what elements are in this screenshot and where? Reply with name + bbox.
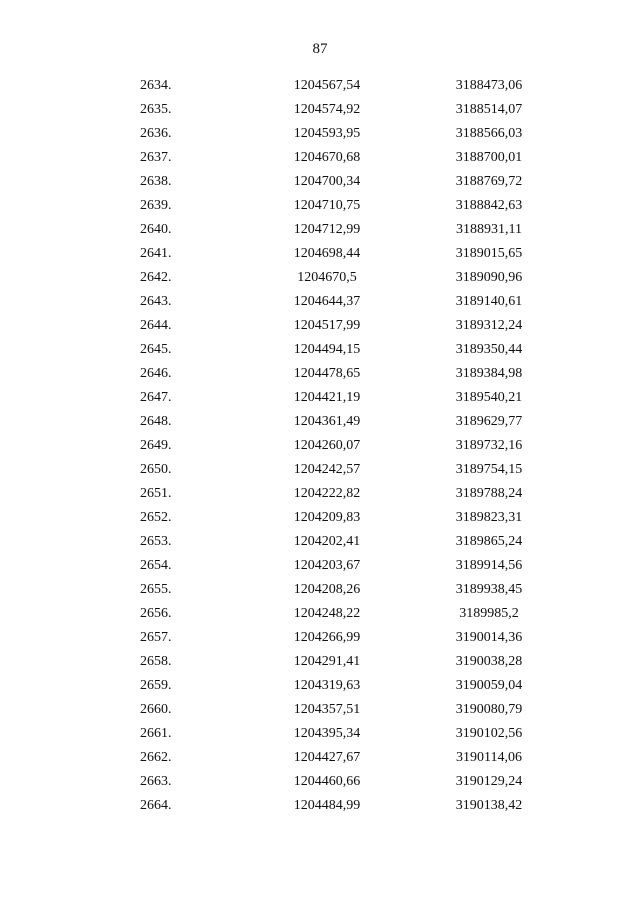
table-row <box>0 338 640 362</box>
y-coordinate: 3189540,21 <box>455 390 523 405</box>
point-number: 2656. <box>140 606 172 621</box>
y-coordinate: 3190038,28 <box>455 654 523 669</box>
y-coordinate: 3190138,42 <box>455 798 523 813</box>
x-coordinate: 1204266,99 <box>293 630 361 645</box>
x-coordinate: 1204460,66 <box>293 774 361 789</box>
table-row <box>0 650 640 674</box>
point-number: 2642. <box>140 270 172 285</box>
point-number: 2650. <box>140 462 172 477</box>
point-number: 2664. <box>140 798 172 813</box>
point-number: 2655. <box>140 582 172 597</box>
point-number: 2636. <box>140 126 172 141</box>
x-coordinate: 1204574,92 <box>293 102 361 117</box>
point-number: 2635. <box>140 102 172 117</box>
table-row <box>0 506 640 530</box>
point-number: 2641. <box>140 246 172 261</box>
x-coordinate: 1204291,41 <box>293 654 361 669</box>
x-coordinate: 1204494,15 <box>293 342 361 357</box>
point-number: 2647. <box>140 390 172 405</box>
point-number: 2646. <box>140 366 172 381</box>
x-coordinate: 1204593,95 <box>293 126 361 141</box>
x-coordinate: 1204361,49 <box>293 414 361 429</box>
table-row <box>0 410 640 434</box>
point-number: 2662. <box>140 750 172 765</box>
x-coordinate: 1204478,65 <box>293 366 361 381</box>
point-number: 2658. <box>140 654 172 669</box>
table-row <box>0 146 640 170</box>
table-row <box>0 434 640 458</box>
x-coordinate: 1204222,82 <box>293 486 361 501</box>
table-row <box>0 530 640 554</box>
y-coordinate: 3189865,24 <box>455 534 523 549</box>
point-number: 2637. <box>140 150 172 165</box>
x-coordinate: 1204319,63 <box>293 678 361 693</box>
table-row <box>0 266 640 290</box>
point-number: 2654. <box>140 558 172 573</box>
table-row <box>0 290 640 314</box>
y-coordinate: 3190114,06 <box>456 750 522 765</box>
point-number: 2652. <box>140 510 172 525</box>
point-number: 2657. <box>140 630 172 645</box>
y-coordinate: 3188842,63 <box>455 198 523 213</box>
table-row <box>0 698 640 722</box>
y-coordinate: 3188473,06 <box>455 78 523 93</box>
y-coordinate: 3190059,04 <box>455 678 523 693</box>
table-row <box>0 674 640 698</box>
x-coordinate: 1204260,07 <box>293 438 361 453</box>
table-row <box>0 602 640 626</box>
x-coordinate: 1204209,83 <box>293 510 361 525</box>
x-coordinate: 1204670,68 <box>293 150 361 165</box>
x-coordinate: 1204700,34 <box>293 174 361 189</box>
coordinate-table <box>0 74 640 818</box>
y-coordinate: 3190080,79 <box>455 702 523 717</box>
x-coordinate: 1204421,19 <box>293 390 361 405</box>
point-number: 2639. <box>140 198 172 213</box>
point-number: 2648. <box>140 414 172 429</box>
y-coordinate: 3188566,03 <box>455 126 523 141</box>
point-number: 2644. <box>140 318 172 333</box>
x-coordinate: 1204484,99 <box>293 798 361 813</box>
table-row <box>0 242 640 266</box>
point-number: 2640. <box>140 222 172 237</box>
x-coordinate: 1204395,34 <box>293 726 361 741</box>
x-coordinate: 1204712,99 <box>293 222 361 237</box>
x-coordinate: 1204710,75 <box>293 198 361 213</box>
table-row <box>0 482 640 506</box>
y-coordinate: 3189629,77 <box>455 414 523 429</box>
table-row <box>0 746 640 770</box>
point-number: 2651. <box>140 486 172 501</box>
y-coordinate: 3189914,56 <box>455 558 523 573</box>
table-row <box>0 722 640 746</box>
point-number: 2661. <box>140 726 172 741</box>
table-row <box>0 122 640 146</box>
point-number: 2659. <box>140 678 172 693</box>
table-row <box>0 458 640 482</box>
y-coordinate: 3189732,16 <box>455 438 523 453</box>
x-coordinate: 1204517,99 <box>293 318 361 333</box>
y-coordinate: 3189312,24 <box>455 318 523 333</box>
page-number: 87 <box>312 41 328 57</box>
x-coordinate: 1204242,57 <box>293 462 361 477</box>
y-coordinate: 3189350,44 <box>455 342 523 357</box>
y-coordinate: 3189985,2 <box>459 606 519 621</box>
table-row <box>0 770 640 794</box>
table-row <box>0 170 640 194</box>
table-row <box>0 194 640 218</box>
table-row <box>0 626 640 650</box>
table-row <box>0 578 640 602</box>
y-coordinate: 3190102,56 <box>455 726 523 741</box>
y-coordinate: 3189788,24 <box>455 486 523 501</box>
x-coordinate: 1204427,67 <box>293 750 361 765</box>
table-row <box>0 314 640 338</box>
table-row <box>0 98 640 122</box>
y-coordinate: 3189754,15 <box>455 462 523 477</box>
y-coordinate: 3190129,24 <box>455 774 523 789</box>
x-coordinate: 1204698,44 <box>293 246 361 261</box>
point-number: 2660. <box>140 702 172 717</box>
point-number: 2638. <box>140 174 172 189</box>
y-coordinate: 3189823,31 <box>455 510 523 525</box>
x-coordinate: 1204202,41 <box>293 534 361 549</box>
y-coordinate: 3189140,61 <box>455 294 523 309</box>
table-row <box>0 554 640 578</box>
x-coordinate: 1204248,22 <box>293 606 361 621</box>
point-number: 2649. <box>140 438 172 453</box>
y-coordinate: 3188514,07 <box>455 102 523 117</box>
table-row <box>0 794 640 818</box>
x-coordinate: 1204357,51 <box>293 702 361 717</box>
x-coordinate: 1204567,54 <box>293 78 361 93</box>
point-number: 2645. <box>140 342 172 357</box>
x-coordinate: 1204208,26 <box>293 582 361 597</box>
point-number: 2653. <box>140 534 172 549</box>
table-row <box>0 74 640 98</box>
point-number: 2643. <box>140 294 172 309</box>
y-coordinate: 3189938,45 <box>455 582 523 597</box>
y-coordinate: 3189384,98 <box>455 366 523 381</box>
x-coordinate: 1204644,37 <box>293 294 361 309</box>
y-coordinate: 3188769,72 <box>455 174 523 189</box>
y-coordinate: 3190014,36 <box>455 630 523 645</box>
table-row <box>0 362 640 386</box>
y-coordinate: 3188700,01 <box>455 150 523 165</box>
table-row <box>0 218 640 242</box>
point-number: 2663. <box>140 774 172 789</box>
y-coordinate: 3189015,65 <box>455 246 523 261</box>
y-coordinate: 3188931,11 <box>456 222 522 237</box>
x-coordinate: 1204670,5 <box>297 270 357 285</box>
point-number: 2634. <box>140 78 172 93</box>
y-coordinate: 3189090,96 <box>455 270 523 285</box>
table-row <box>0 386 640 410</box>
x-coordinate: 1204203,67 <box>293 558 361 573</box>
